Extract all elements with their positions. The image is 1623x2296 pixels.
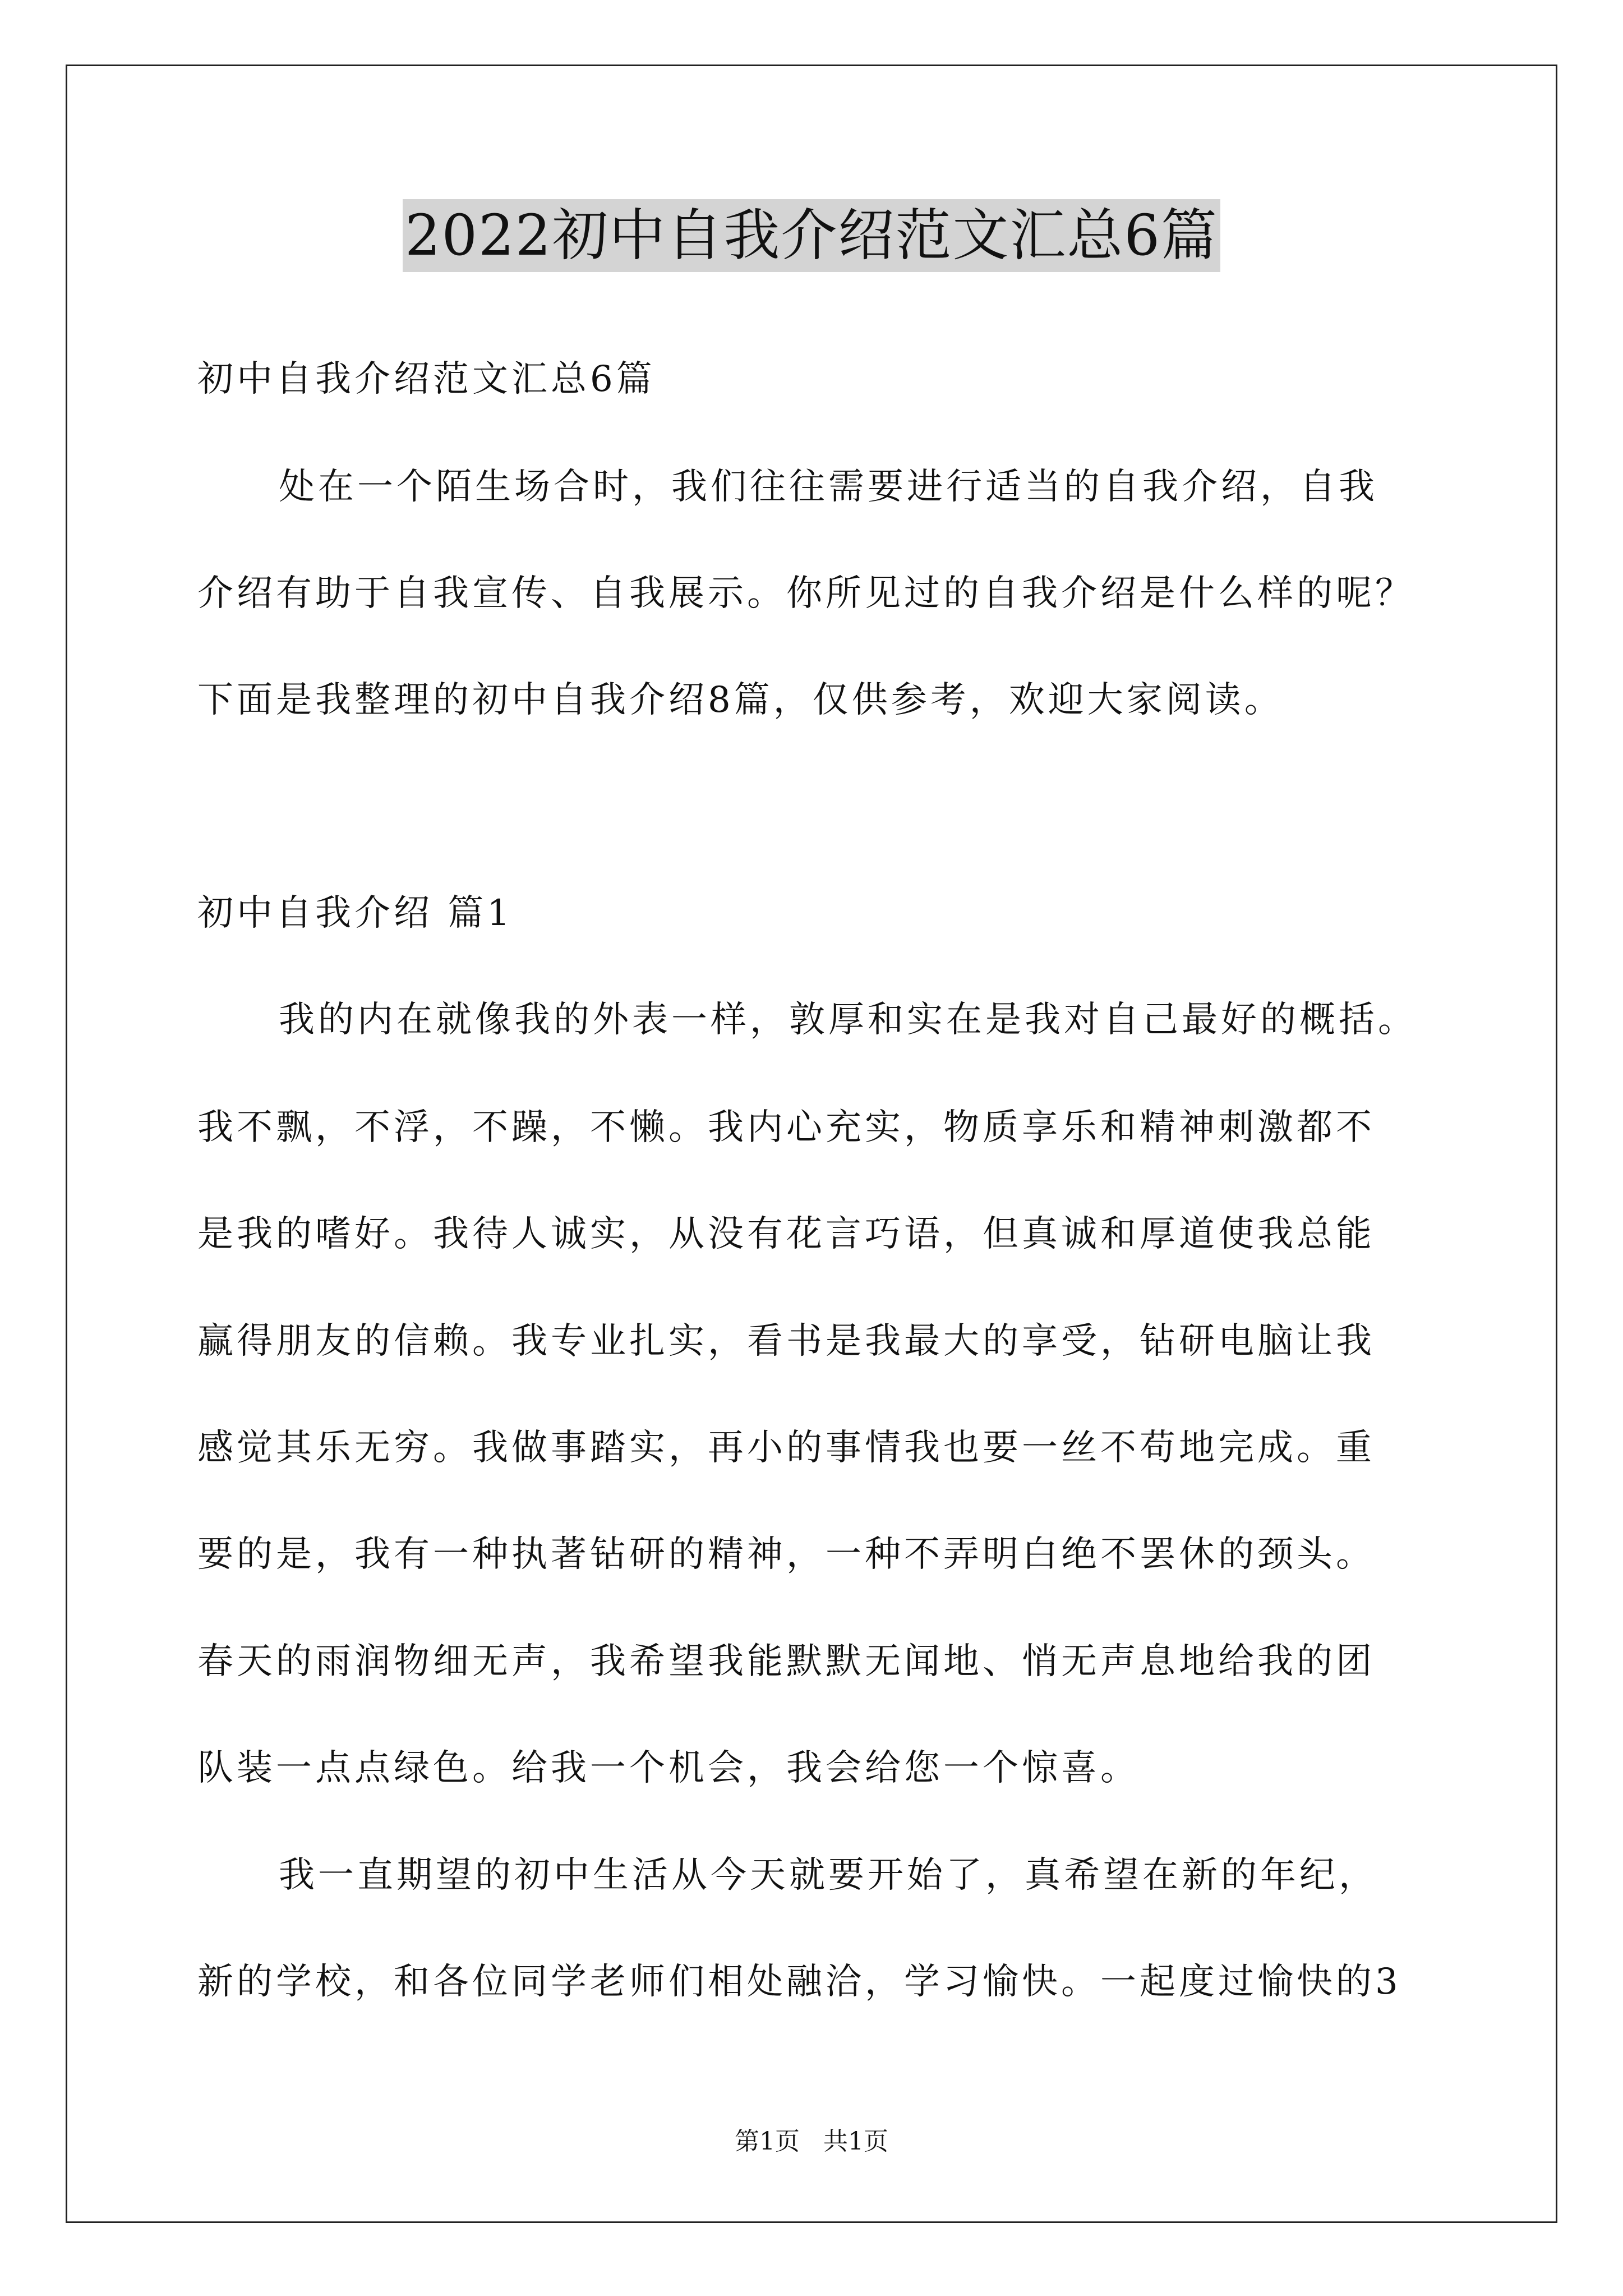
paragraph-line: 是我的嗜好。我待人诚实，从没有花言巧语，但真诚和厚道使我总能 [197,1213,1375,1255]
document-title: 2022初中自我介绍范文汇总6篇 [403,199,1220,272]
paragraph-line: 我的内在就像我的外表一样，敦厚和实在是我对自己最好的概括。 [279,999,1417,1041]
intro-line: 介绍有助于自我宣传、自我展示。你所见过的自我介绍是什么样的呢？ [197,573,1414,614]
paragraph-line: 要的是，我有一种执著钻研的精神，一种不弄明白绝不罢休的颈头。 [197,1534,1375,1575]
paragraph-line: 感觉其乐无穷。我做事踏实，再小的事情我也要一丝不苟地完成。重 [197,1427,1375,1469]
section-heading: 初中自我介绍 篇1 [197,892,514,934]
document-subtitle: 初中自我介绍范文汇总6篇 [197,358,656,400]
paragraph-line: 我不飘，不浮，不躁，不懒。我内心充实，物质享乐和精神刺激都不 [197,1107,1375,1148]
paragraph-line: 队装一点点绿色。给我一个机会，我会给您一个惊喜。 [197,1747,1140,1789]
page-footer: 第1页 共1页 [735,2127,888,2156]
paragraph-line: 赢得朋友的信赖。我专业扎实，看书是我最大的享受，钻研电脑让我 [197,1320,1375,1362]
paragraph-line: 我一直期望的初中生活从今天就要开始了，真希望在新的年纪， [279,1855,1378,1896]
title-container [0,199,1623,272]
intro-line: 下面是我整理的初中自我介绍8篇，仅供参考，欢迎大家阅读。 [197,679,1284,721]
intro-line: 处在一个陌生场合时，我们往往需要进行适当的自我介绍，自我 [279,466,1378,508]
paragraph-line: 春天的雨润物细无声，我希望我能默默无闻地、悄无声息地给我的团 [197,1641,1375,1682]
paragraph-line: 新的学校，和各位同学老师们相处融洽，学习愉快。一起度过愉快的3 [197,1961,1401,2003]
